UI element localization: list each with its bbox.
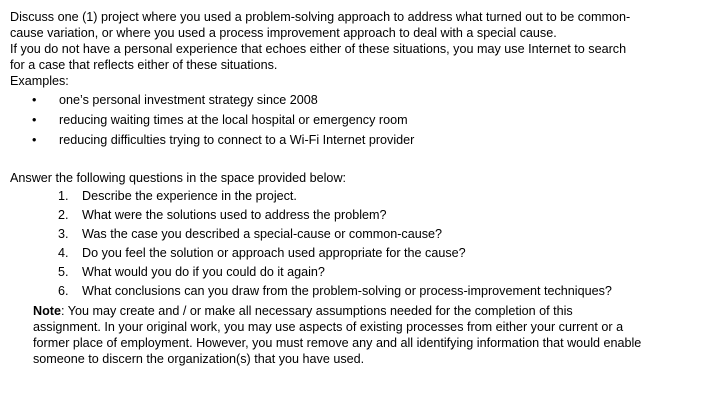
question-number: 4. [58, 246, 69, 260]
question-item [10, 264, 612, 280]
question-text: What would you do if you could do it again? [82, 265, 325, 279]
question-item [10, 283, 612, 299]
example-text: one’s personal investment strategy since 2008 [59, 93, 318, 107]
question-number: 5. [58, 265, 69, 279]
question-text: Was the case you described a special-cause or common-cause? [82, 227, 443, 241]
question-text: What conclusions can you draw from the problem-solving or process-improvement techniques? [82, 284, 612, 298]
list-item [10, 112, 635, 128]
answer-intro: Answer the following questions in the space provided below: [10, 171, 347, 185]
question-text: What were the solutions used to address the problem? [82, 208, 387, 222]
bullet-icon: • [32, 93, 37, 107]
intro-paragraph-1: Discuss one (1) project where you used a problem-solving approach to address what turned out to be common-cause variation, or where you used a process improvement approach to deal with a special cause. [10, 10, 631, 40]
question-item [10, 188, 612, 204]
assignment-document [10, 9, 642, 367]
list-item [10, 132, 635, 148]
question-text: Do you feel the solution or approach used appropriate for the cause? [82, 246, 466, 260]
question-item [10, 226, 612, 242]
questions-list [10, 188, 635, 299]
examples-label: Examples: [10, 74, 69, 88]
examples-list [10, 92, 635, 148]
intro-paragraph-2: If you do not have a personal experience that echoes either of these situations, you may use Internet to search for a case that reflects either of these situations. [10, 42, 627, 72]
question-number: 3. [58, 227, 69, 241]
question-item [10, 245, 612, 261]
note-label: Note [33, 304, 61, 318]
question-text: Describe the experience in the project. [82, 189, 297, 203]
note-text: : You may create and / or make all necessary assumptions needed for the completion of this assignment. In your original work, you may use aspects of existing processes from either your current or a former place of employment. However, you must remove any and all identifying information that would enable someone to discern the organization(s) that you have used. [33, 304, 642, 366]
bullet-icon: • [32, 113, 37, 127]
example-text: reducing difficulties trying to connect to a Wi-Fi Internet provider [59, 133, 415, 147]
bullet-icon: • [32, 133, 37, 147]
question-item [10, 207, 612, 223]
example-text: reducing waiting times at the local hospital or emergency room [59, 113, 408, 127]
question-number: 1. [58, 189, 69, 203]
question-number: 6. [58, 284, 69, 298]
question-number: 2. [58, 208, 69, 222]
list-item [10, 92, 635, 108]
note-paragraph [10, 303, 643, 367]
